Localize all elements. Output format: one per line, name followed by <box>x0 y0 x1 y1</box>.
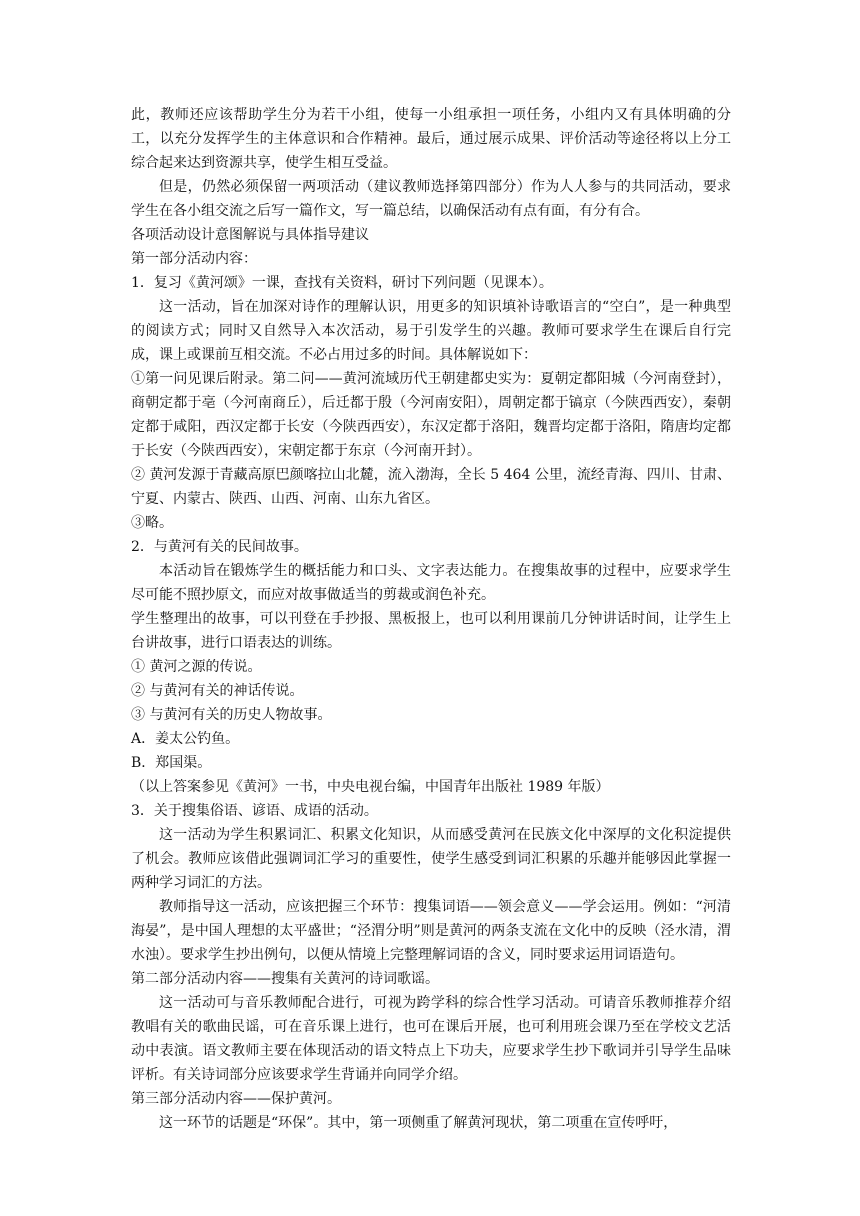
paragraph-intro-continued: 此，教师还应该帮助学生分为若干小组，使每一小组承担一项任务，小组内又有具体明确的分工，以充分发挥学生的主体意识和合作精神。最后，通过展示成果、评价活动等途径将以上分工综合起来达到资源共享，使学生相互受益。 <box>131 107 731 171</box>
document-body <box>131 103 731 1135</box>
item-2-story-3: ③ 与黄河有关的历史人物故事。 <box>131 707 332 723</box>
item-2-story-1: ① 黄河之源的传说。 <box>131 659 262 675</box>
item-3-heading: 3．关于搜集俗语、谚语、成语的活动。 <box>131 803 378 819</box>
part-one-heading: 第一部分活动内容： <box>131 251 257 267</box>
item-1-answer-3: ③略。 <box>131 515 173 531</box>
item-3-explanation: 这一活动为学生积累词汇、积累文化知识，从而感受黄河在民族文化中深厚的文化积淀提供了机会。教师应该借此强调词汇学习的重要性，使学生感受到词汇积累的乐趣并能够因此掌握一两种学习词汇的方法。 <box>131 827 731 891</box>
item-1-answer-1: ①第一问见课后附录。第二问——黄河流域历代王朝建都史实为：夏朝定都阳城（今河南登封），商朝定都于亳（今河南商丘），后迁都于殷（今河南安阳），周朝定都于镐京（今陕西西安），秦朝定都于咸阳，西汉定都于长安（今陕西西安），东汉定都于洛阳，魏晋均定都于洛阳，隋唐均定都于长安（今陕西西安），宋朝定都于东京（今河南开封）。 <box>131 371 731 459</box>
item-2-explanation: 本活动旨在锻炼学生的概括能力和口头、文字表达能力。在搜集故事的过程中，应要求学生尽可能不照抄原文，而应对故事做适当的剪裁或润色补充。 <box>131 563 731 603</box>
section-heading-guidance: 各项活动设计意图解说与具体指导建议 <box>131 227 369 243</box>
item-1-answer-2: ② 黄河发源于青藏高原巴颜喀拉山北麓，流入渤海，全长 5 464 公里，流经青海、四川、甘肃、宁夏、内蒙古、陕西、山西、河南、山东九省区。 <box>131 467 731 507</box>
part-two-heading: 第二部分活动内容——搜集有关黄河的诗词歌谣。 <box>131 971 439 987</box>
part-three-explanation: 这一环节的话题是“环保”。其中，第一项侧重了解黄河现状，第二项重在宣传呼吁， <box>159 1115 678 1131</box>
item-1-explanation: 这一活动，旨在加深对诗作的理解认识，用更多的知识填补诗歌语言的“空白”，是一种典型的阅读方式；同时又自然导入本次活动，易于引发学生的兴趣。教师可要求学生在课后自行完成，课上或课前互相交流。不必占用过多的时间。具体解说如下： <box>131 299 731 363</box>
item-2-heading: 2．与黄河有关的民间故事。 <box>131 539 308 555</box>
part-two-explanation: 这一活动可与音乐教师配合进行，可视为跨学科的综合性学习活动。可请音乐教师推荐介绍教唱有关的歌曲民谣，可在音乐课上进行，也可在课后开展，也可利用班会课乃至在学校文艺活动中表演。语文教师主要在体现活动的语文特点上下功夫，应要求学生抄下歌词并引导学生品味评析。有关诗词部分应该要求学生背诵并向同学介绍。 <box>131 995 731 1083</box>
item-3-guidance: 教师指导这一活动，应该把握三个环节：搜集词语——领会意义——学会运用。例如：“河清海晏”，是中国人理想的太平盛世；“泾渭分明”则是黄河的两条支流在文化中的反映（泾水清，渭水浊）。要求学生抄出例句，以便从情境上完整理解词语的含义，同时要求运用词语造句。 <box>131 899 731 963</box>
item-2-reference: （以上答案参见《黄河》一书，中央电视台编，中国青年出版社 1989 年版） <box>131 779 610 795</box>
item-2-story-b: B．郑国渠。 <box>131 755 212 771</box>
paragraph-common-activity: 但是，仍然必须保留一两项活动（建议教师选择第四部分）作为人人参与的共同活动，要求学生在各小组交流之后写一篇作文，写一篇总结，以确保活动有点有面，有分有合。 <box>131 179 731 219</box>
item-1-heading: 1．复习《黄河颂》一课，查找有关资料，研讨下列问题（见课本）。 <box>131 275 553 291</box>
item-2-story-a: A．姜太公钓鱼。 <box>131 731 240 747</box>
item-2-story-2: ② 与黄河有关的神话传说。 <box>131 683 304 699</box>
part-three-heading: 第三部分活动内容——保护黄河。 <box>131 1091 341 1107</box>
item-2-note: 学生整理出的故事，可以刊登在手抄报、黑板报上，也可以利用课前几分钟讲话时间，让学生上台讲故事，进行口语表达的训练。 <box>131 611 731 651</box>
